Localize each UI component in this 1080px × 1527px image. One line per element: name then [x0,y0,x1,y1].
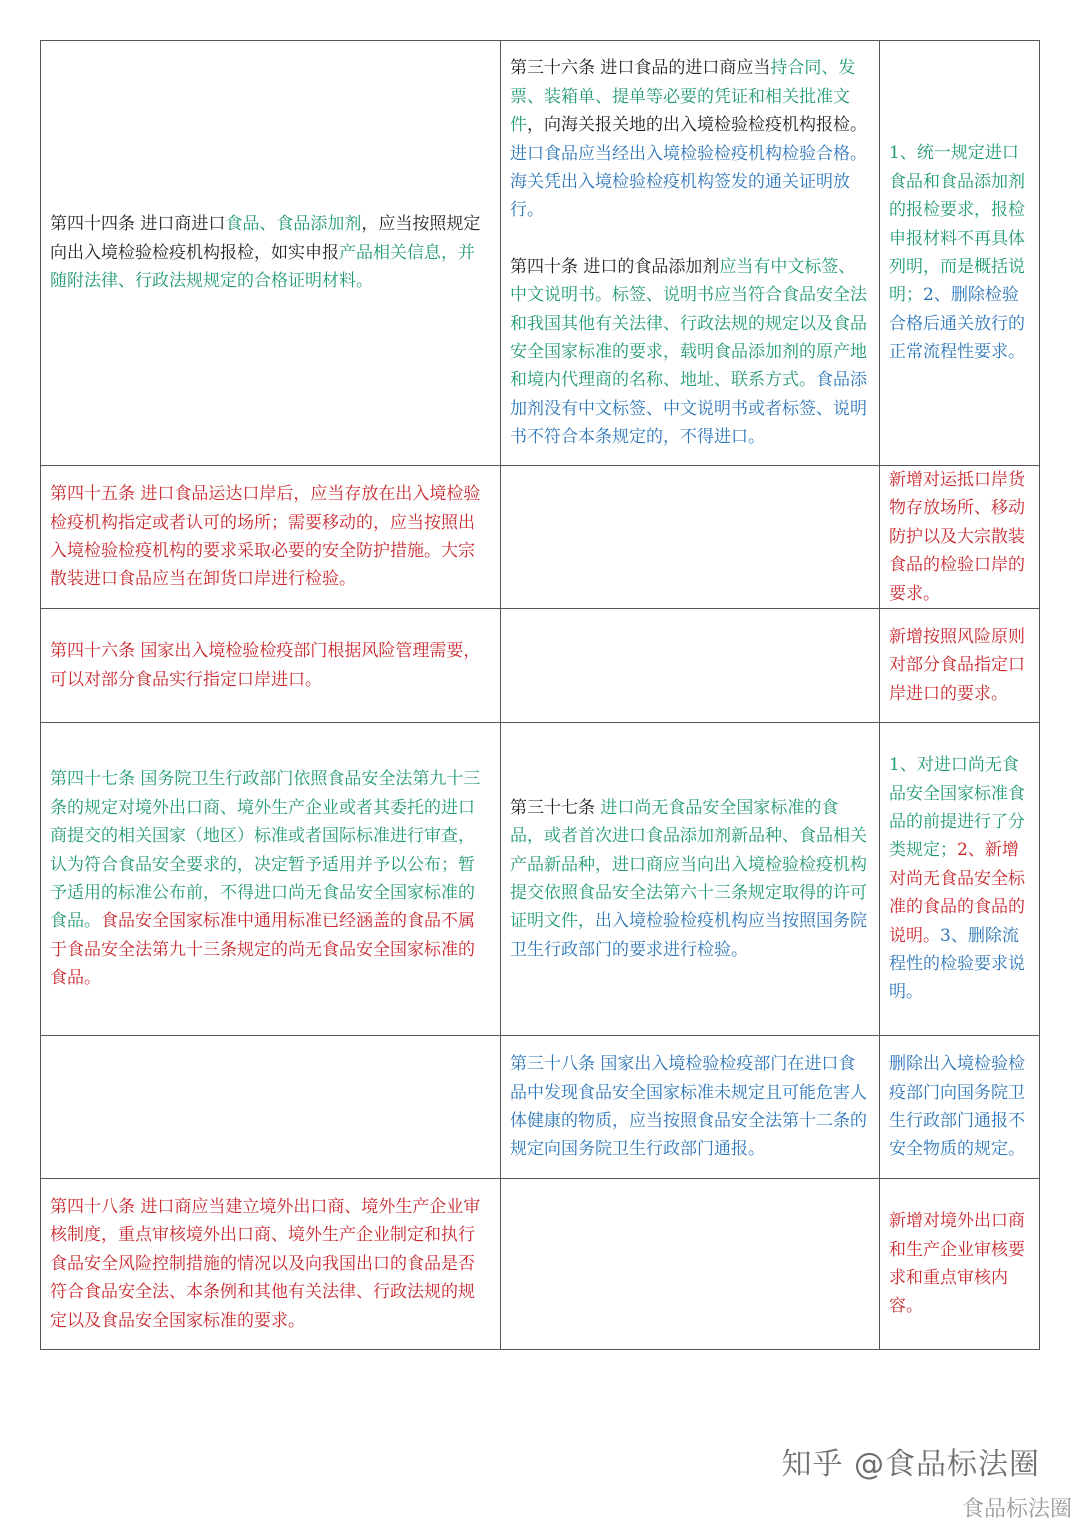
comparison-table [40,40,1040,1350]
text-segment: 持合同、发票、装箱单、提单等必要的凭证和相关批准文件 [510,58,856,136]
text-segment: 删除出入境检验检疫部门向国务院卫生行政部门通报不安全物质的规定。 [889,1054,1025,1160]
table-row [41,723,1040,1036]
text-segment: 应当有中文标签、中文说明书。 [510,256,856,306]
text-segment: 1、对进口尚无食品安全国家标准食品的前提进行了分类规定； [889,755,1025,861]
old-regulation-cell [501,41,880,466]
new-regulation-cell [41,1179,501,1350]
text-segment: 第四十八条 进口商应当建立境外出口商、境外生产企业审核制度，重点审核境外出口商、境外生产企业制定和执行食品安全风险控制措施的情况以及向我国出口的食品是否符合食品安全法、本条例和其他有关法律、行政法规的规定以及食品安全国家标准的要求。 [50,1197,481,1331]
text-segment: 2、删除检验合格后通关放行的正常流程性要求。 [889,285,1025,363]
text-segment: ，应当按照规定向出入境检验检疫机构报检，如实申报 [50,214,481,263]
text-segment: 3、删除流程性的检验要求说明。 [889,925,1025,1003]
table-row [41,466,1040,609]
old-regulation-cell [501,723,880,1036]
old-article-40 [510,257,867,447]
text-segment: 1、统一规定进口食品和食品添加剂的报检要求，报检申报材料不再具体列明，而是概括说明； [889,143,1025,306]
text-segment: 食品安全国家标准中通用标准已经涵盖的食品不属于食品安全法第九十三条规定的尚无食品安全国家标准的食品。 [50,911,475,989]
text-segment: 第三十六条 进口食品的进口商应当 [510,58,771,79]
new-regulation-cell [41,466,501,609]
weibo-watermark: 食品标法圈 [961,1497,1072,1522]
change-note-cell [880,1179,1040,1350]
change-note-cell [880,723,1040,1036]
text-segment: 新增对境外出口商和生产企业审核要求和重点审核内容。 [889,1211,1025,1317]
text-segment: 第三十七条 [510,797,601,818]
text-segment: ，向海关报关地的出入境检验检疫机构报检。 [527,115,867,136]
text-segment: 第四十七条 国务院卫生行政部门依照食品安全法第九十三条的规定对境外出口商、境外生产企业或者其委托的进口商提交的相关国家（地区）标准或者国际标准进行审查，认为符合食品安全要求的，决定暂予适用并予以公布；暂予适用的标准公布前，不得进口尚无食品安全国家标准的食品。 [50,769,481,932]
text-segment: 第三十八条 国家出入境检验检疫部门在进口食品中发现食品安全国家标准未规定且可能危害人体健康的物质，应当按照食品安全法第十二条的规定向国务院卫生行政部门通报。 [510,1054,867,1160]
text-segment: 食品、食品添加剂 [225,214,362,235]
text-segment: 第四十五条 进口食品运达口岸后，应当存放在出入境检验检疫机构指定或者认可的场所；需要移动的，应当按照出入境检验检疫机构的要求采取必要的安全防护措施。大宗散装进口食品应当在卸货口岸进行检验。 [50,484,481,590]
table-row [41,609,1040,723]
new-regulation-cell [41,41,501,466]
old-regulation-cell [501,609,880,723]
text-segment: 标签、说明书应当符合食品安全法和我国其他有关法律、行政法规的规定以及食品安全国家标准的要求，载明食品添加剂的原产地和境内代理商的名称、地址、联系方式。 [510,285,867,391]
text-segment: 第四十条 进口的食品添加剂 [510,256,720,277]
text-segment: 新增对运抵口岸货物存放场所、移动防护以及大宗散装食品的检验口岸的要求。 [889,470,1025,604]
text-segment: 第四十六条 国家出入境检验检疫部门根据风险管理需要，可以对部分食品实行指定口岸进口。 [50,641,481,690]
change-note-cell [880,466,1040,609]
table-row [41,1036,1040,1179]
text-segment: 新增按照风险原则对部分食品指定口岸进口的要求。 [889,626,1025,704]
change-note-cell [880,1036,1040,1179]
new-regulation-cell [41,609,501,723]
text-segment: 产品相关信息，并随附法律、行政法规规定的合格证明材料。 [50,242,475,292]
text-segment: 第四十四条 进口商进口 [50,214,226,235]
old-article-36 [510,58,867,220]
text-segment: 出入境检验检疫机构应当按照国务院卫生行政部门的要求进行检验。 [510,911,867,960]
new-regulation-cell [41,723,501,1036]
zhihu-watermark: 知乎 @食品标法圈 [781,1447,1040,1482]
old-regulation-cell [501,1179,880,1350]
text-segment: 进口食品应当经出入境检验检疫机构检验合格。海关凭出入境检验检疫机构签发的通关证明放行。 [510,143,867,221]
old-regulation-cell [501,1036,880,1179]
text-segment: 食品添加剂没有中文标签、中文说明书或者标签、说明书不符合本条规定的，不得进口。 [510,370,867,448]
new-regulation-cell [41,1036,501,1179]
table-row [41,41,1040,466]
old-regulation-cell [501,466,880,609]
text-segment: 2、新增对尚无食品安全标准的食品的食品的说明。 [889,840,1025,946]
text-segment: 进口尚无食品安全国家标准的食品，或者首次进口食品添加剂新品种、食品相关产品新品种，进口商应当向出入境检验检疫机构提交依照食品安全法第六十三条规定取得的许可证明文件， [510,797,867,932]
change-note-cell [880,609,1040,723]
change-note-cell [880,41,1040,466]
table-row [41,1179,1040,1350]
